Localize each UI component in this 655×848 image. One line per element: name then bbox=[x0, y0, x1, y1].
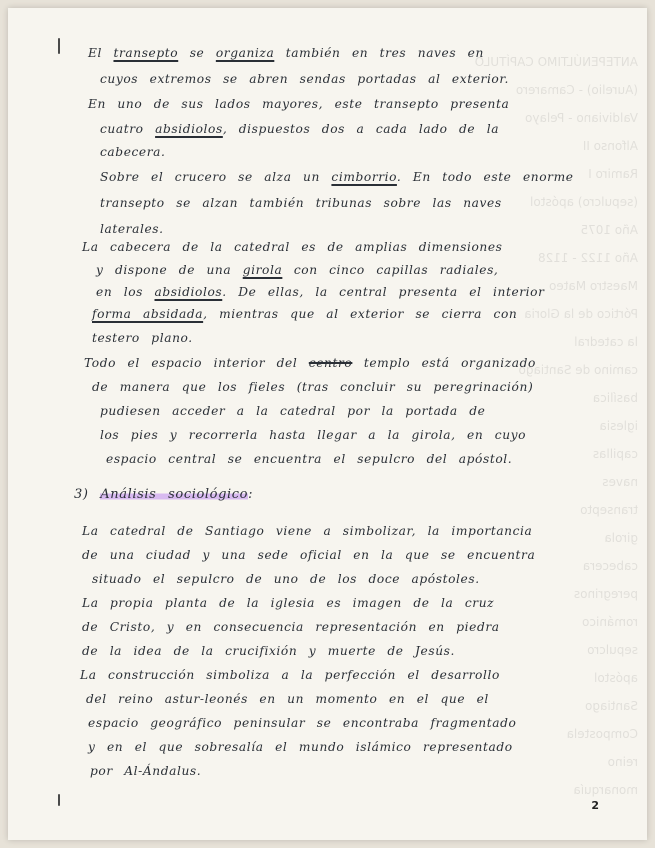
bleed-line: cabecera bbox=[582, 559, 638, 573]
text-fragment: pudiesen acceder a la catedral por la portada de bbox=[100, 404, 486, 418]
text-line bbox=[100, 404, 485, 418]
underlined-term: girola bbox=[242, 263, 283, 277]
bleed-line: Año 1122 - 1128 bbox=[537, 251, 638, 265]
bleed-line: naves bbox=[602, 475, 638, 489]
underlined-term: forma absidada bbox=[92, 307, 204, 321]
text-fragment: laterales. bbox=[100, 222, 164, 236]
text-fragment: del reino astur-leonés en un momento en el que el bbox=[86, 692, 489, 706]
text-line bbox=[82, 240, 503, 254]
margin-mark-bottom bbox=[58, 794, 60, 806]
text-line bbox=[82, 524, 532, 538]
text-line bbox=[106, 452, 512, 466]
text-fragment: y dispone de una bbox=[96, 263, 243, 277]
text-fragment: : bbox=[248, 487, 254, 502]
text-line bbox=[100, 122, 499, 136]
text-fragment: con cinco capillas radiales, bbox=[282, 263, 499, 277]
text-line bbox=[88, 97, 509, 111]
text-line bbox=[88, 740, 513, 754]
text-line bbox=[84, 356, 536, 370]
bleed-line: sepulcro bbox=[587, 643, 638, 657]
text-line bbox=[82, 548, 535, 562]
margin-mark-top bbox=[58, 38, 60, 54]
text-line bbox=[100, 170, 574, 184]
text-line bbox=[92, 380, 533, 394]
text-fragment: . En todo este enorme bbox=[396, 170, 574, 184]
text-line bbox=[100, 428, 526, 442]
bleed-line: peregrinos bbox=[573, 587, 638, 601]
text-line bbox=[92, 572, 480, 586]
bleed-line: monarquía bbox=[573, 783, 638, 797]
text-fragment: se bbox=[178, 46, 216, 60]
text-fragment: cabecera. bbox=[100, 145, 166, 159]
bleed-line: Valdiviano - Pelayo bbox=[525, 111, 638, 125]
text-fragment: situado el sepulcro de uno de los doce apóstoles. bbox=[92, 572, 480, 586]
bleed-line: Año 1075 bbox=[580, 223, 638, 237]
text-fragment: y en el que sobresalía el mundo islámico representado bbox=[88, 740, 513, 754]
page-number: 2 bbox=[591, 799, 599, 812]
text-fragment: El bbox=[88, 46, 114, 60]
bleed-line: ANTEPENÚLTIMO CAPÍTULO bbox=[474, 55, 638, 69]
text-fragment: cuatro bbox=[100, 122, 156, 136]
text-fragment: La propia planta de la iglesia es imagen de la cruz bbox=[82, 596, 495, 610]
text-fragment: La construcción simboliza a la perfección el desarrollo bbox=[80, 668, 500, 682]
underlined-term: absidiolos bbox=[155, 122, 223, 136]
text-fragment: de la idea de la crucifixión y muerte de Jesús. bbox=[82, 644, 455, 658]
text-line bbox=[82, 620, 500, 634]
text-fragment: de manera que los fieles (tras concluir su peregrinación) bbox=[92, 380, 534, 394]
bleed-line: apóstol bbox=[594, 671, 638, 685]
underlined-term: absidiolos bbox=[154, 285, 223, 299]
bleed-line: Alfonso II bbox=[582, 139, 638, 153]
text-line bbox=[88, 46, 484, 60]
text-fragment: espacio geográfico peninsular se encontraba fragmentado bbox=[88, 716, 517, 730]
text-fragment: los pies y recorrerla hasta llegar a la girola, en cuyo bbox=[100, 428, 527, 442]
bleed-line: basílica bbox=[592, 391, 638, 405]
text-fragment: de una ciudad y una sede oficial en la que se encuentra bbox=[82, 548, 536, 562]
text-line bbox=[100, 145, 166, 159]
text-line bbox=[74, 487, 253, 502]
bleed-line: románico bbox=[582, 615, 638, 629]
bleed-line: (sepulcro) apóstol bbox=[530, 195, 638, 209]
text-fragment: de Cristo, y en consecuencia representación en piedra bbox=[82, 620, 500, 634]
highlighted-heading: Análisis sociológico bbox=[100, 487, 249, 502]
text-line bbox=[100, 72, 509, 86]
bleed-line: (Aurelio) - Camarero bbox=[515, 83, 638, 97]
text-line bbox=[82, 596, 494, 610]
notebook-page bbox=[8, 8, 647, 840]
text-fragment: cuyos extremos se abren sendas portadas al exterior. bbox=[100, 72, 509, 86]
bleed-line: girola bbox=[604, 531, 638, 545]
text-fragment: por Al-Ándalus. bbox=[90, 764, 202, 778]
text-line bbox=[90, 764, 201, 778]
text-line bbox=[92, 331, 193, 345]
text-fragment: En uno de sus lados mayores, este transepto presenta bbox=[88, 97, 510, 111]
bleed-line: la catedral bbox=[574, 335, 638, 349]
bleed-line: transepto bbox=[580, 503, 638, 517]
text-line bbox=[82, 644, 455, 658]
text-fragment: espacio central se encuentra el sepulcro del apóstol. bbox=[106, 452, 513, 466]
text-line bbox=[96, 263, 498, 277]
bleed-line: Santiago bbox=[585, 699, 638, 713]
text-fragment: , dispuestos dos a cada lado de la bbox=[222, 122, 500, 136]
underlined-term: transepto bbox=[113, 46, 179, 60]
text-line bbox=[100, 196, 502, 210]
text-fragment: . De ellas, la central presenta el interior bbox=[222, 285, 545, 299]
bleed-line: camino de Santiago bbox=[518, 363, 638, 377]
text-fragment: Sobre el crucero se alza un bbox=[100, 170, 332, 184]
underlined-term: organiza bbox=[215, 46, 275, 60]
text-fragment: La cabecera de la catedral es de amplias dimensiones bbox=[82, 240, 503, 254]
text-fragment: Todo el espacio interior del bbox=[84, 356, 309, 370]
text-line bbox=[88, 716, 516, 730]
underlined-term: cimborrio bbox=[331, 170, 397, 184]
text-line bbox=[100, 222, 164, 236]
crossed-out-word: centro bbox=[308, 356, 353, 370]
text-line bbox=[80, 668, 500, 682]
text-fragment: 3) bbox=[74, 487, 101, 502]
text-fragment: , mientras que al exterior se cierra con bbox=[203, 307, 518, 321]
bleed-line: Ramiro I bbox=[588, 167, 638, 181]
bleed-line: reino bbox=[607, 755, 638, 769]
text-fragment: en los bbox=[96, 285, 155, 299]
text-line bbox=[92, 307, 517, 321]
bleed-line: Pórtico de la Gloria bbox=[524, 307, 638, 321]
bleed-line: Compostela bbox=[566, 727, 638, 741]
text-fragment: transepto se alzan también tribunas sobre las naves bbox=[100, 196, 502, 210]
text-line bbox=[86, 692, 489, 706]
text-fragment: también en tres naves en bbox=[274, 46, 484, 60]
bleed-line: capillas bbox=[592, 447, 638, 461]
bleed-line: Maestro Mateo bbox=[548, 279, 638, 293]
text-fragment: templo está organizado bbox=[352, 356, 536, 370]
bleed-line: iglesia bbox=[599, 419, 638, 433]
text-line bbox=[96, 285, 545, 299]
text-fragment: La catedral de Santiago viene a simbolizar, la importancia bbox=[82, 524, 533, 538]
text-fragment: testero plano. bbox=[92, 331, 193, 345]
